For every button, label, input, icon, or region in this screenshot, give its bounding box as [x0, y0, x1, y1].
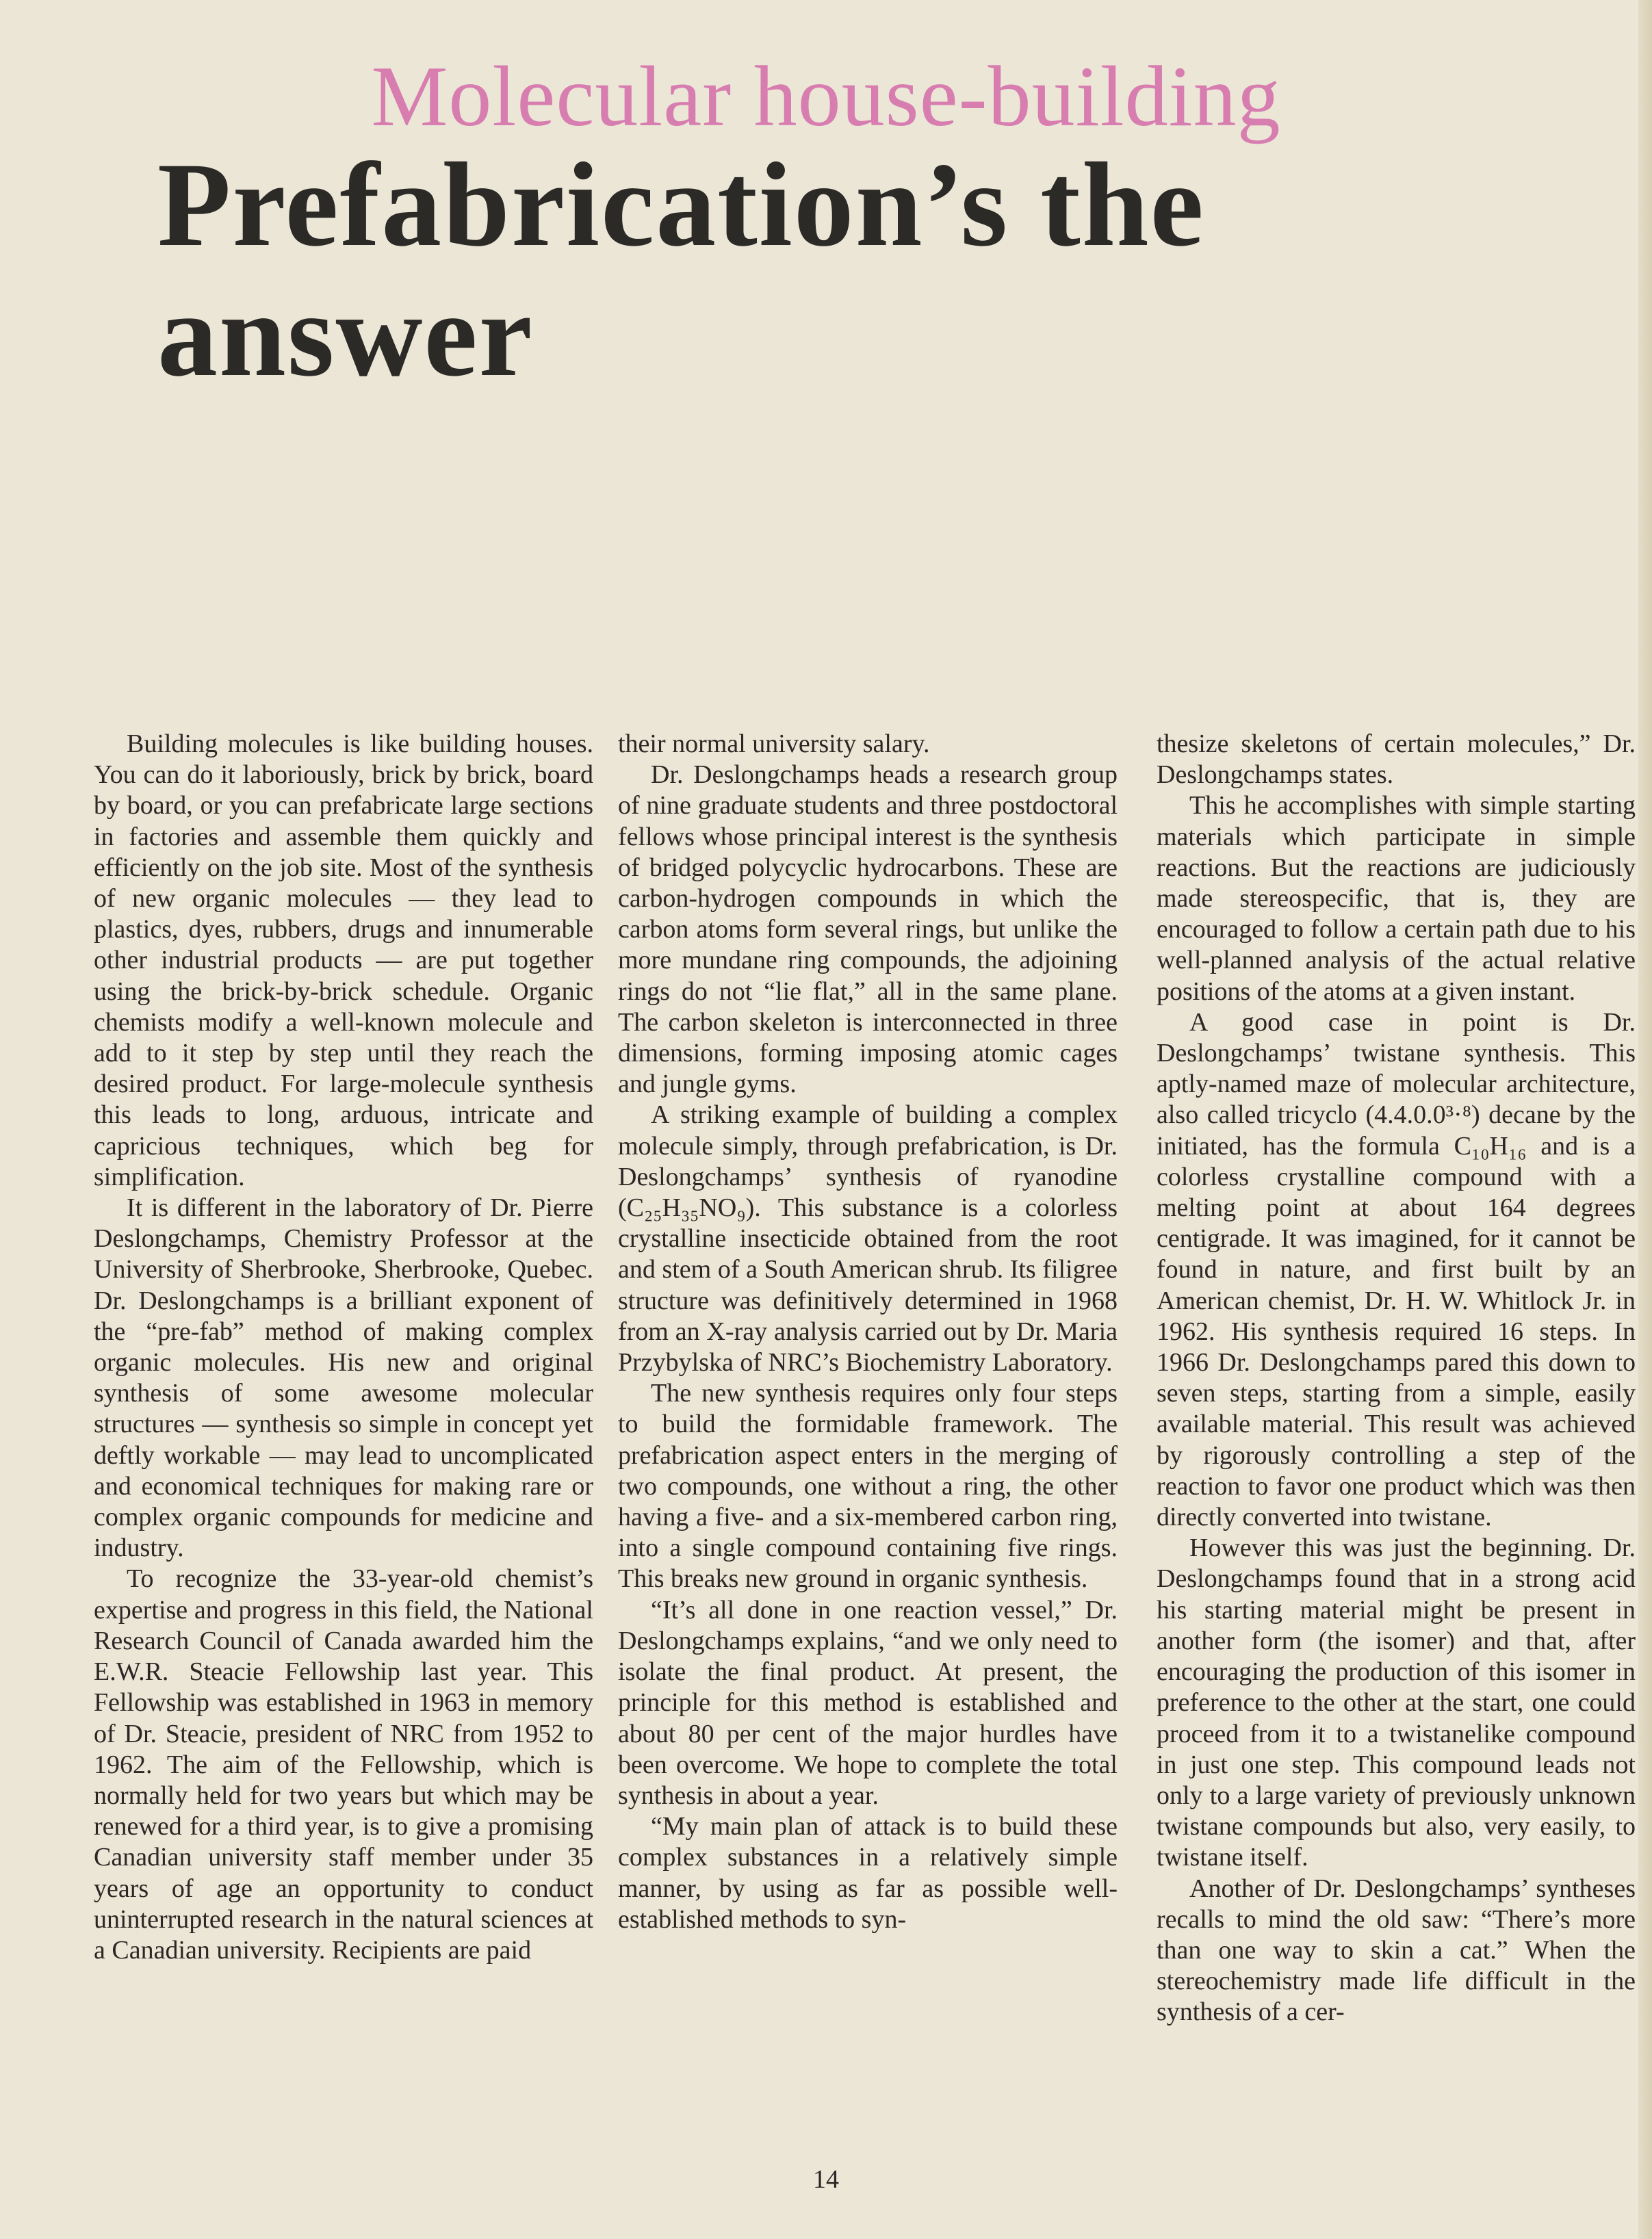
paragraph: It is different in the laboratory of Dr. Pierre Deslongchamps, Chemistry Professor at the University of Sherbrooke, Sherbrooke, Quebec. Dr. Deslongchamps is a brilliant exponent of the “pre-fab” method of making complex organic molecules. His new and original synthesis of some awesome molecular structures — synthesis so simple in concept yet deftly workable — may lead to uncomplicated and economical techniques for making rare or complex organic compounds for medicine and industry. — [94, 1193, 593, 1563]
paragraph: The new synthesis requires only four steps to build the formidable framework. The prefabrication aspect enters in the merging of two compounds, one without a ring, the other having a five- and a six-membered carbon ring, into a single compound containing five rings. This breaks new ground in organic synthesis. — [618, 1379, 1118, 1594]
paragraph: A striking example of building a complex molecule simply, through prefabrication, is Dr. Deslongchamps’ synthesis of ryanodine (C₂₅H₃₅NO₉). This substance is a colorless crystalline insecticide obtained from the root and stem of a South American shrub. Its filigree structure was definitively determined in 1968 from an X-ray analysis carried out by Dr. Maria Przybylska of NRC’s Biochemistry Laboratory. — [618, 1100, 1118, 1377]
page-number: 14 — [813, 2165, 839, 2194]
paragraph: Another of Dr. Deslongchamps’ syntheses recalls to mind the old saw: “There’s more than one way to skin a cat.” When the stereochemistry made life difficult in the synthesis of a cer- — [1157, 1874, 1636, 2027]
column-3 — [1157, 729, 1636, 2138]
paragraph: However this was just the beginning. Dr. Deslongchamps found that in a strong acid his starting material might be present in another form (the isomer) and that, after encouraging the production of this isomer in preference to the other at the start, one could proceed from it to a twistanelike compound in just one step. This compound leads not only to a large variety of previously unknown twistane compounds but also, very easily, to twistane itself. — [1157, 1533, 1636, 1872]
paragraph: Dr. Deslongchamps heads a research group of nine graduate students and three postdoctoral fellows whose principal interest is the synthesis of bridged polycyclic hydrocarbons. These are carbon-hydrogen compounds in which the carbon atoms form several rings, but unlike the more mundane ring compounds, the adjoining rings do not “lie flat,” all in the same plane. The carbon skeleton is interconnected in three dimensions, forming imposing atomic cages and jungle gyms. — [618, 760, 1118, 1099]
paragraph: A good case in point is Dr. Deslongchamps’ twistane synthesis. This aptly-named maze of molecular architecture, also called tricyclo (4.4.0.0³·⁸) decane by the initiated, has the formula C₁₀H₁₆ and is a colorless crystalline compound with a melting point at about 164 degrees centigrade. It was imagined, for it cannot be found in nature, and first built by an American chemist, Dr. H. W. Whitlock Jr. in 1962. His synthesis required 16 steps. In 1966 Dr. Deslongchamps pared this down to seven steps, starting from a simple, easily available material. This result was achieved by rigorously controlling a step of the reaction to favor one product which was then directly converted into twistane. — [1157, 1007, 1636, 1532]
paragraph: This he accomplishes with simple starting materials which participate in simple reactions. But the reactions are judiciously made stereospecific, that is, they are encouraged to follow a certain path due to his well-planned analysis of the actual relative positions of the atoms at a given instant. — [1157, 791, 1636, 1006]
paragraph: “My main plan of attack is to build these complex substances in a relatively simple manner, by using as far as possible well-established methods to syn- — [618, 1812, 1118, 1934]
article-headline: Prefabrication’s the answer — [157, 138, 1205, 402]
page-edge-shadow — [1638, 0, 1652, 2239]
paragraph: Building molecules is like building houses. You can do it laboriously, brick by brick, board by board, or you can prefabricate large sections in factories and assemble them quickly and efficiently on the job site. Most of the synthesis of new organic molecules — they lead to plastics, dyes, rubbers, drugs and innumerable other industrial products — are put together using the brick-by-brick schedule. Organic chemists modify a well-known molecule and add to it step by step until they reach the desired product. For large-molecule synthesis this leads to long, arduous, intricate and capricious techniques, which beg for simplification. — [94, 729, 593, 1191]
column-1 — [94, 729, 593, 2138]
paragraph: To recognize the 33-year-old chemist’s expertise and progress in this field, the National Research Council of Canada awarded him the E.W.R. Steacie Fellowship last year. This Fellowship was established in 1963 in memory of Dr. Steacie, president of NRC from 1952 to 1962. The aim of the Fellowship, which is normally held for two years but which may be renewed for a third year, is to give a promising Canadian university staff member under 35 years of age an opportunity to conduct uninterrupted research in the natural sciences at a Canadian university. Recipients are paid — [94, 1564, 593, 1965]
paragraph-continued: their normal university salary. — [618, 729, 930, 758]
article-kicker: Molecular house-building — [371, 49, 1281, 144]
paragraph: “It’s all done in one reaction vessel,” Dr. Deslongchamps explains, “and we only need to isolate the final product. At present, the principle for this method is established and about 80 per cent of the major hurdles have been overcome. We hope to complete the total synthesis in about a year. — [618, 1595, 1118, 1810]
paragraph-continued: thesize skeletons of certain molecules,” Dr. Deslongchamps states. — [1157, 729, 1636, 790]
column-2 — [618, 729, 1118, 2138]
